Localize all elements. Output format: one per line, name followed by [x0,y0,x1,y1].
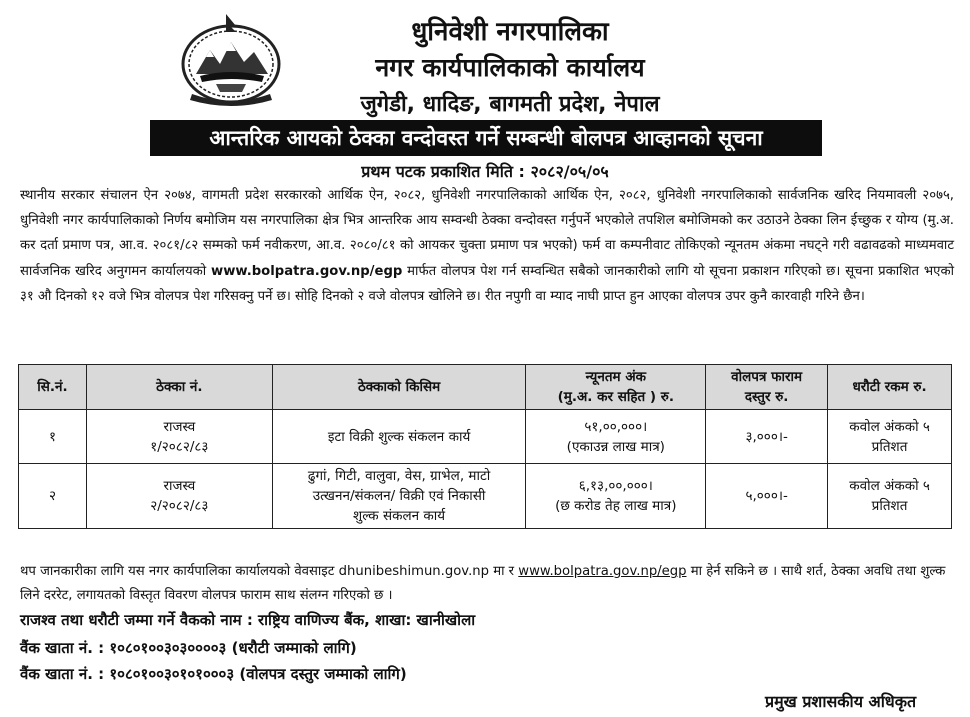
cell-contract-no [86,464,272,529]
footer-bolpatra-link[interactable]: www.bolpatra.gov.np/egp [518,564,687,579]
cell-contract-line2: १/२०८२/८३ [150,438,209,455]
cell-deposit [828,410,952,464]
notice-body-part2: मार्फत वोलपत्र पेश गर्न सम्वन्धित सबैको जानकारीको लागि यो सूचना प्रकाशन गरिएको छ। सूचना प्रकाशित भएको ३१ औ दिनको १२ वजे भित्र वोलपत्र पेश गरिसक्नु पर्ने छ। सोहि दिनको २ वजे वोलपत्र खोलिने छ। रीत नपुगी वा म्याद नाघी प्राप्त हुन आएका वोलपत्र उपर कुनै कारवाही गरिने छैन। [20,263,954,304]
header-min-amount-line1: न्यूनतम अंक [585,369,647,385]
header-contract-type: ठेक्काको किसिम [272,365,526,410]
cell-amount: ६,१३,००,०००। [578,478,653,494]
municipality-name: धुनिवेशी नगरपालिका [411,17,609,47]
footer-info-part1: थप जानकारीका लागि यस नगर कार्यपालिका कार्यालयको वेवसाइट dhunibeshimun.gov.np मा र [20,564,515,579]
header-form-fee [706,365,828,410]
cell-sn: २ [19,464,87,529]
office-name: नगर कार्यपालिकाको कार्यालय [375,53,645,82]
table-row [19,464,952,529]
header-contract-no: ठेक्का नं. [86,365,272,410]
footer-info [20,560,954,608]
cell-amount-words: (एकाउन्न लाख मात्र) [566,438,665,455]
cell-amount-words: (छ करोड तेह लाख मात्र) [555,498,677,514]
notice-body-part1: स्थानीय सरकार संचालन ऐन २०७४, वागमती प्रदेश सरकारको आर्थिक ऐन, २०८२, धुनिवेशी नगरपालिकाको आर्थिक ऐन, २०८२, धुनिवेशी नगरपालिकाको सार्वजनिक खरिद नियमावली २०७५, धुनिवेशी नगर कार्यपालिकाको निर्णय बमोजिम यस नगरपालिका क्षेत्र भित्र आन्तरिक आय सम्वन्धी ठेक्का वन्दोवस्त गर्नुपर्ने भएकोले तपशिल बमोजिमको कर उठाउने ठेक्का लिन ईच्छुक र योग्य (मु.अ. कर दर्ता प्रमाण पत्र, आ.व. २०८१/८२ सम्मको फर्म नवीकरण, आ.व. २०८०/८१ को आयकर चुक्ता प्रमाण पत्र भएको) फर्म वा कम्पनीवाट तोकिएको न्यूनतम अंकमा नघट्ने गरी वढावढको माध्यमवाट सार्वजनिक खरिद अनुगमन कार्यालयको [20,188,954,279]
header-form-fee-line2: दस्तुर रु. [744,389,789,405]
notice-body [20,183,954,309]
deposit-account-line: वैंक खाता नं. : १०८०१००३०३००००३ (धरौटी जम्माको लागि) [20,639,357,657]
table-row [19,410,952,464]
bank-name-line: राजश्व तथा धरौटी जम्मा गर्ने वैकको नाम : राष्ट्रिय वाणिज्य बैंक, शाखा: खानीखोला [20,611,476,629]
nepal-emblem-logo [178,12,284,108]
cell-min-amount [526,410,706,464]
cell-type-line1: इटा विक्री शुल्क संकलन कार्य [327,428,471,445]
cell-contract-type [272,410,526,464]
cell-contract-line2: २/२०८२/८३ [150,498,209,514]
cell-deposit-line2: प्रतिशत [871,438,908,455]
cell-min-amount [526,464,706,529]
cell-deposit-line1: कवोल अंकको ५ [849,418,930,435]
notice-title-banner: आन्तरिक आयको ठेक्का वन्दोवस्त गर्ने सम्बन्धी बोलपत्र आव्हानको सूचना [150,120,822,156]
cell-contract-line1: राजस्व [163,478,196,494]
cell-deposit [828,464,952,529]
cell-type-line1: ढुगां, गिटी, वालुवा, वेस, ग्राभेल, माटो [307,468,491,484]
table-header-row [19,365,952,410]
cell-deposit-line2: प्रतिशत [871,498,908,514]
cell-deposit-line1: कवोल अंकको ५ [849,478,930,494]
bid-table [18,364,952,529]
cell-contract-line1: राजस्व [163,418,196,435]
header-deposit: धरौटी रकम रु. [828,365,952,410]
office-address: जुगेडी, धादिङ, बागमती प्रदेश, नेपाल [360,92,660,117]
fee-account-line: वैंक खाता नं. : १०८०१००३०१०१०००३ (वोलपत्र दस्तुर जम्माको लागि) [20,665,407,683]
header-sn: सि.नं. [19,365,87,410]
header-form-fee-line1: वोलपत्र फाराम [731,369,803,385]
bolpatra-link[interactable]: www.bolpatra.gov.np/egp [211,263,403,279]
cell-form-fee: ३,०००।- [706,410,828,464]
header-min-amount-line2: (मु.अ. कर सहित ) रु. [557,389,674,405]
cell-type-line3: शुल्क संकलन कार्य [353,508,446,524]
cell-contract-no [86,410,272,464]
footer-info-part2: मा हेर्न सकिने छ । साथै शर्त, ठेक्का अवधि तथा शुल्क लिने दररेट, लगायतको विस्तृत विवरण वोलपत्र फाराम साथ संलग्न गरिएको छ । [20,564,946,603]
signatory-title: प्रमुख प्रशासकीय अधिकृत [765,692,917,711]
cell-contract-type [272,464,526,529]
publication-date: प्रथम पटक प्रकाशित मिति : २०८२/०५/०५ [361,162,609,181]
cell-form-fee: ५,०००।- [706,464,828,529]
header-min-amount [526,365,706,410]
cell-amount: ५१,००,०००। [584,418,648,435]
cell-type-line2: उत्खनन/संकलन/ विक्री एवं निकासी [312,488,486,504]
cell-sn: १ [19,410,87,464]
